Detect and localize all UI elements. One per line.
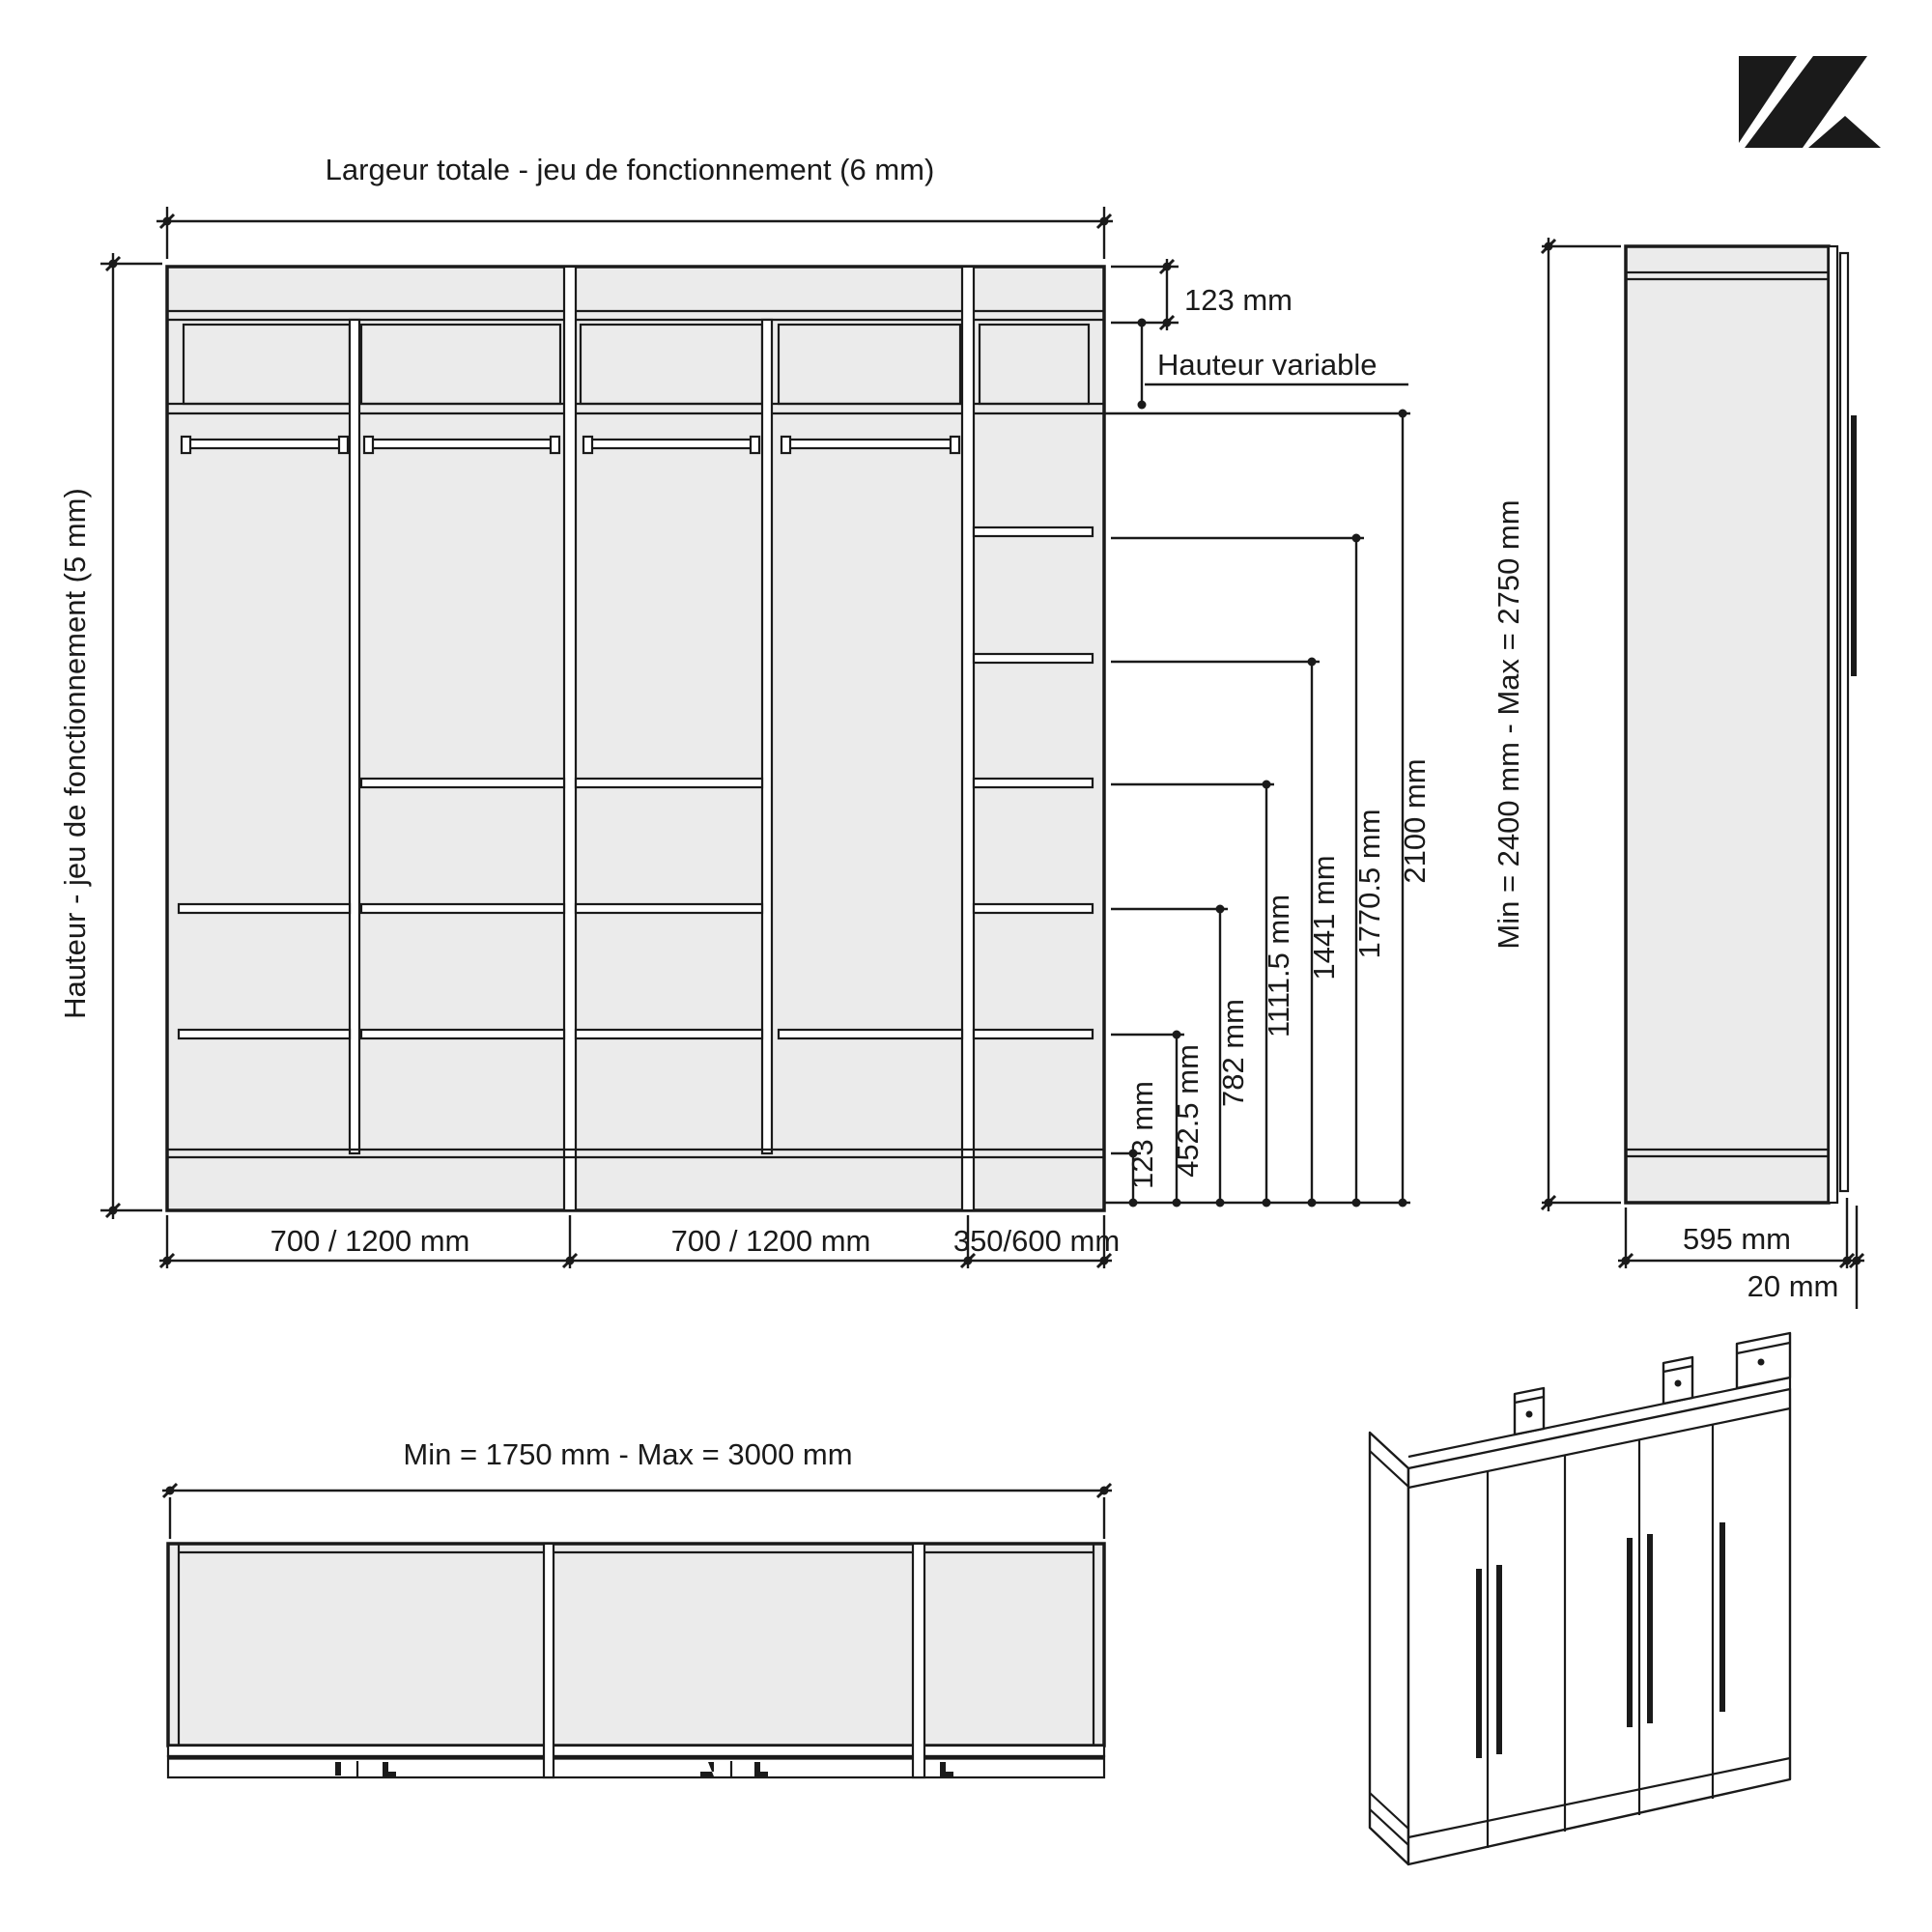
shelf [974,1030,1093,1038]
divider-panel [762,320,772,1153]
shelf [361,779,564,787]
front-face-3d [1408,1389,1790,1864]
side-front-edge [1829,246,1837,1203]
top-compartment [779,325,960,404]
door-handle-3d [1627,1538,1633,1727]
side-carcass [1626,246,1829,1203]
plan-divider [544,1544,554,1777]
door-handle-3d [1647,1534,1653,1723]
shelf-height-label: 1441 mm [1307,855,1341,980]
shelf [779,1030,962,1038]
top-compartment [980,325,1089,404]
plan-carcass [168,1544,1104,1746]
divider-panel [350,320,359,1153]
column-width-label: 350/600 mm [952,1224,1121,1258]
door-handle-3d [1476,1569,1482,1758]
side-door-panel [1840,253,1848,1191]
front-height-label: Hauteur - jeu de fonctionnement (5 mm) [58,488,92,1019]
side-view [1492,238,1864,1309]
shelf [179,1030,350,1038]
shelf-height-label: 1111.5 mm [1262,894,1295,1038]
column-width-label: 700 / 1200 mm [270,1224,470,1258]
top-view [162,1437,1112,1777]
shelf [179,904,350,913]
shelf-height-label: 782 mm [1216,999,1250,1107]
top-panel-dim-label: 123 mm [1184,283,1293,317]
top-compartment [361,325,560,404]
shelf [361,904,564,913]
shelf [576,1030,762,1038]
shelf-height-label: 452.5 mm [1171,1044,1205,1178]
side-height-label: Min = 2400 mm - Max = 2750 mm [1492,499,1525,950]
shelf-height-label: 123 mm [1125,1081,1159,1189]
divider-panel [564,267,576,1210]
top-compartment [184,325,350,404]
divider-panel [962,267,974,1210]
shelf-height-label: 1770.5 mm [1352,809,1386,959]
door-handle-3d [1496,1565,1502,1754]
shelf [974,904,1093,913]
brand-logo-icon [1739,56,1881,148]
side-depth-label: 595 mm [1683,1222,1791,1256]
side-handle [1851,415,1857,676]
perspective-view [1370,1333,1790,1864]
top-compartment [581,325,762,404]
door-handle-3d [1719,1522,1725,1712]
shelf [974,779,1093,787]
shelf [974,654,1093,663]
variable-height-label: Hauteur variable [1157,348,1378,382]
shelf [576,904,762,913]
shelf [576,779,762,787]
plan-divider [913,1544,924,1777]
side-door-thickness-label: 20 mm [1747,1269,1839,1303]
front-width-label: Largeur totale - jeu de fonctionnement (6 mm) [325,153,935,186]
plan-width-label: Min = 1750 mm - Max = 3000 mm [403,1437,853,1471]
front-view [167,267,1104,1210]
shelf [361,1030,564,1038]
shelf-height-label: 2100 mm [1398,758,1432,884]
shelf [974,527,1093,536]
column-width-label: 700 / 1200 mm [670,1224,871,1258]
